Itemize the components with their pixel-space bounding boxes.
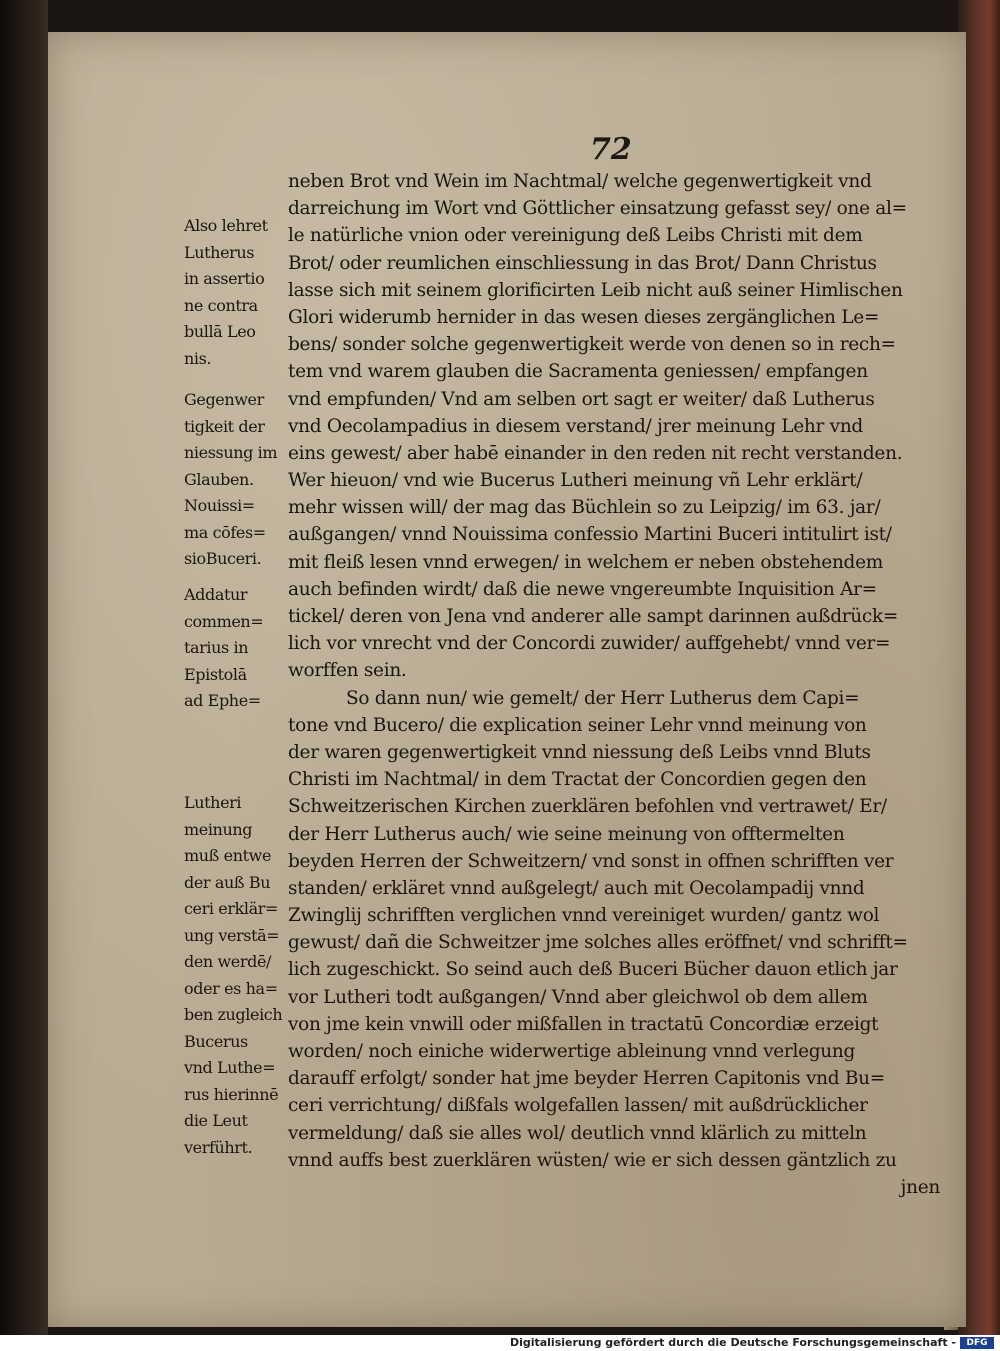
margin-note-line: ne contra — [184, 295, 258, 315]
margin-note-line: der auß Bu — [184, 872, 271, 892]
text-line: beyden Herren der Schweitzern/ vnd sonst in offnen schrifften ver — [288, 850, 894, 872]
footer-credit: Digitalisierung gefördert durch die Deutsche Forschungsgemeinschaft - — [509, 1336, 956, 1349]
margin-note-line: den werdē/ — [184, 952, 272, 971]
margin-note-line: Addatur — [184, 585, 248, 604]
margin-note-line: die Leut — [184, 1111, 248, 1130]
text-line: der waren gegenwertigkeit vnnd niessung deß Leibs vnnd Bluts — [288, 741, 871, 763]
margin-note-line: sioBuceri. — [184, 549, 262, 568]
margin-note — [184, 213, 290, 372]
text-line: darauff erfolgt/ sonder hat jme beyder Herren Capitonis vnd Bu= — [288, 1068, 885, 1090]
text-line: standen/ erkläret vnnd außgelegt/ auch mit Oecolampadij vnnd — [288, 877, 865, 899]
margin-note-line: oder es ha= — [184, 978, 278, 998]
margin-note — [184, 582, 290, 715]
text-line: vnd empfunden/ Vnd am selben ort sagt er weiter/ daß Lutherus — [288, 388, 875, 410]
margin-note-line: vnd Luthe= — [184, 1058, 276, 1077]
text-line: Glori widerumb hernider in das wesen dieses zergänglichen Le= — [288, 306, 880, 328]
margin-note-line: nis. — [184, 348, 212, 368]
text-line: Schweitzerischen Kirchen zuerklären befohlen vnd vertrawet/ Er/ — [288, 796, 887, 818]
margin-note-line: ma cōfes= — [184, 522, 266, 542]
margin-note-line: ceri erklär= — [184, 899, 279, 918]
text-line: neben Brot vnd Wein im Nachtmal/ welche gegenwertigkeit vnd — [288, 171, 872, 192]
text-line: auch befinden wirdt/ daß die newe vngereumbte Inquisition Ar= — [288, 578, 877, 600]
text-line: außgangen/ vnnd Nouissima confessio Martini Buceri intitulirt ist/ — [288, 524, 892, 546]
margin-note — [184, 790, 290, 1161]
text-line: vnnd auffs best zuerklären wüsten/ wie er sich dessen gäntzlich zu — [288, 1149, 897, 1171]
text-line: vnd Oecolampadius in diesem verstand/ jrer meinung Lehr vnd — [288, 415, 863, 437]
text-line: ceri verrichtung/ dißfals wolgefallen lassen/ mit außdrücklicher — [288, 1095, 868, 1117]
margin-note-line: Bucerus — [184, 1031, 248, 1051]
text-line: tickel/ deren von Jena vnd anderer alle sampt darinnen außdrück= — [288, 606, 899, 627]
margin-note-line: Glauben. — [184, 469, 254, 489]
margin-note-line: Epistolā — [184, 664, 247, 684]
margin-note-line: tigkeit der — [184, 416, 265, 436]
margin-note-line: Gegenwer — [184, 390, 264, 409]
page-number: 72 — [590, 132, 632, 167]
text-line: Wer hieuon/ vnd wie Bucerus Lutheri meinung vñ Lehr erklärt/ — [288, 470, 863, 492]
margin-note-line: Nouissi= — [184, 496, 255, 515]
text-line: bens/ sonder solche gegenwertigkeit werde von denen so in rech= — [288, 334, 896, 356]
text-line: von jme kein vnwill oder mißfallen in tractatū Concordiæ erzeigt — [288, 1013, 879, 1035]
text-line: So dann nun/ wie gemelt/ der Herr Lutherus dem Capi= — [346, 687, 860, 709]
footer — [0, 1335, 1000, 1351]
text-line: der Herr Lutherus auch/ wie seine meinung von offtermelten — [288, 823, 845, 845]
margin-note-line: niessung im — [184, 443, 278, 462]
text-line: le natürliche vnion oder vereinigung deß Leibs Christi mit dem — [288, 225, 863, 247]
margin-note-line: meinung — [184, 819, 253, 839]
margin-note — [184, 387, 290, 573]
text-line: tone vnd Bucero/ die explication seiner Lehr vnnd meinung von — [288, 714, 867, 736]
margin-note-line: tarius in — [184, 638, 249, 657]
text-line: mehr wissen will/ der mag das Büchlein so zu Leipzig/ im 63. jar/ — [288, 497, 881, 519]
dfg-logo-icon: DFG — [960, 1337, 994, 1349]
margin-note-line: commen= — [184, 611, 264, 631]
text-line: lasse sich mit seinem glorificirten Leib nicht auß seiner Himlischen — [288, 279, 903, 301]
margin-note-line: in assertio — [184, 269, 265, 288]
text-line: Brot/ oder reumlichen einschliessung in das Brot/ Dann Christus — [288, 252, 877, 274]
margin-note-line: ben zugleich — [184, 1005, 283, 1024]
margin-note-line: ung verstā= — [184, 925, 280, 945]
text-line: vor Lutheri todt außgangen/ Vnnd aber gleichwol ob dem allem — [288, 986, 868, 1008]
text-line: darreichung im Wort vnd Göttlicher einsatzung gefasst sey/ one al= — [288, 198, 907, 220]
catchword: jnen — [900, 1176, 940, 1198]
margin-note-line: Lutheri — [184, 793, 242, 812]
margin-note-line: Also lehret — [184, 216, 268, 235]
text-line: Zwinglij schrifften verglichen vnnd vereiniget wurden/ gantz wol — [288, 905, 880, 927]
margin-note-line: ad Ephe= — [184, 691, 261, 710]
text-line: eins gewest/ aber habē einander in den reden nit recht verstanden. — [288, 442, 903, 464]
margin-note-line: bullā Leo — [184, 322, 256, 341]
text-line: lich zugeschickt. So seind auch deß Buceri Bücher dauon etlich jar — [288, 959, 898, 981]
text-line: lich vor vnrecht vnd der Concordi zuwider/ auffgehebt/ vnnd ver= — [288, 633, 891, 655]
body-text — [288, 168, 940, 1201]
text-line: worffen sein. — [288, 660, 407, 682]
text-line: Christi im Nachtmal/ in dem Tractat der Concordien gegen den — [288, 769, 867, 791]
text-line: mit fleiß lesen vnnd erwegen/ in welchem er neben obstehendem — [288, 551, 883, 573]
text-line: tem vnd warem glauben die Sacramenta geniessen/ empfangen — [288, 361, 868, 383]
margin-note-line: verführt. — [184, 1137, 253, 1157]
text-line: gewust/ dañ die Schweitzer jme solches alles eröffnet/ vnd schrifft= — [288, 932, 908, 954]
margin-note-line: muß entwe — [184, 846, 272, 865]
text-line: worden/ noch einiche widerwertige ableinung vnnd verlegung — [288, 1041, 856, 1062]
margin-note-line: rus hierinnē — [184, 1084, 279, 1104]
book-spine-left — [0, 0, 48, 1335]
margin-note-line: Lutherus — [184, 242, 255, 262]
text-line: vermeldung/ daß sie alles wol/ deutlich vnnd klärlich zu mitteln — [288, 1122, 867, 1144]
